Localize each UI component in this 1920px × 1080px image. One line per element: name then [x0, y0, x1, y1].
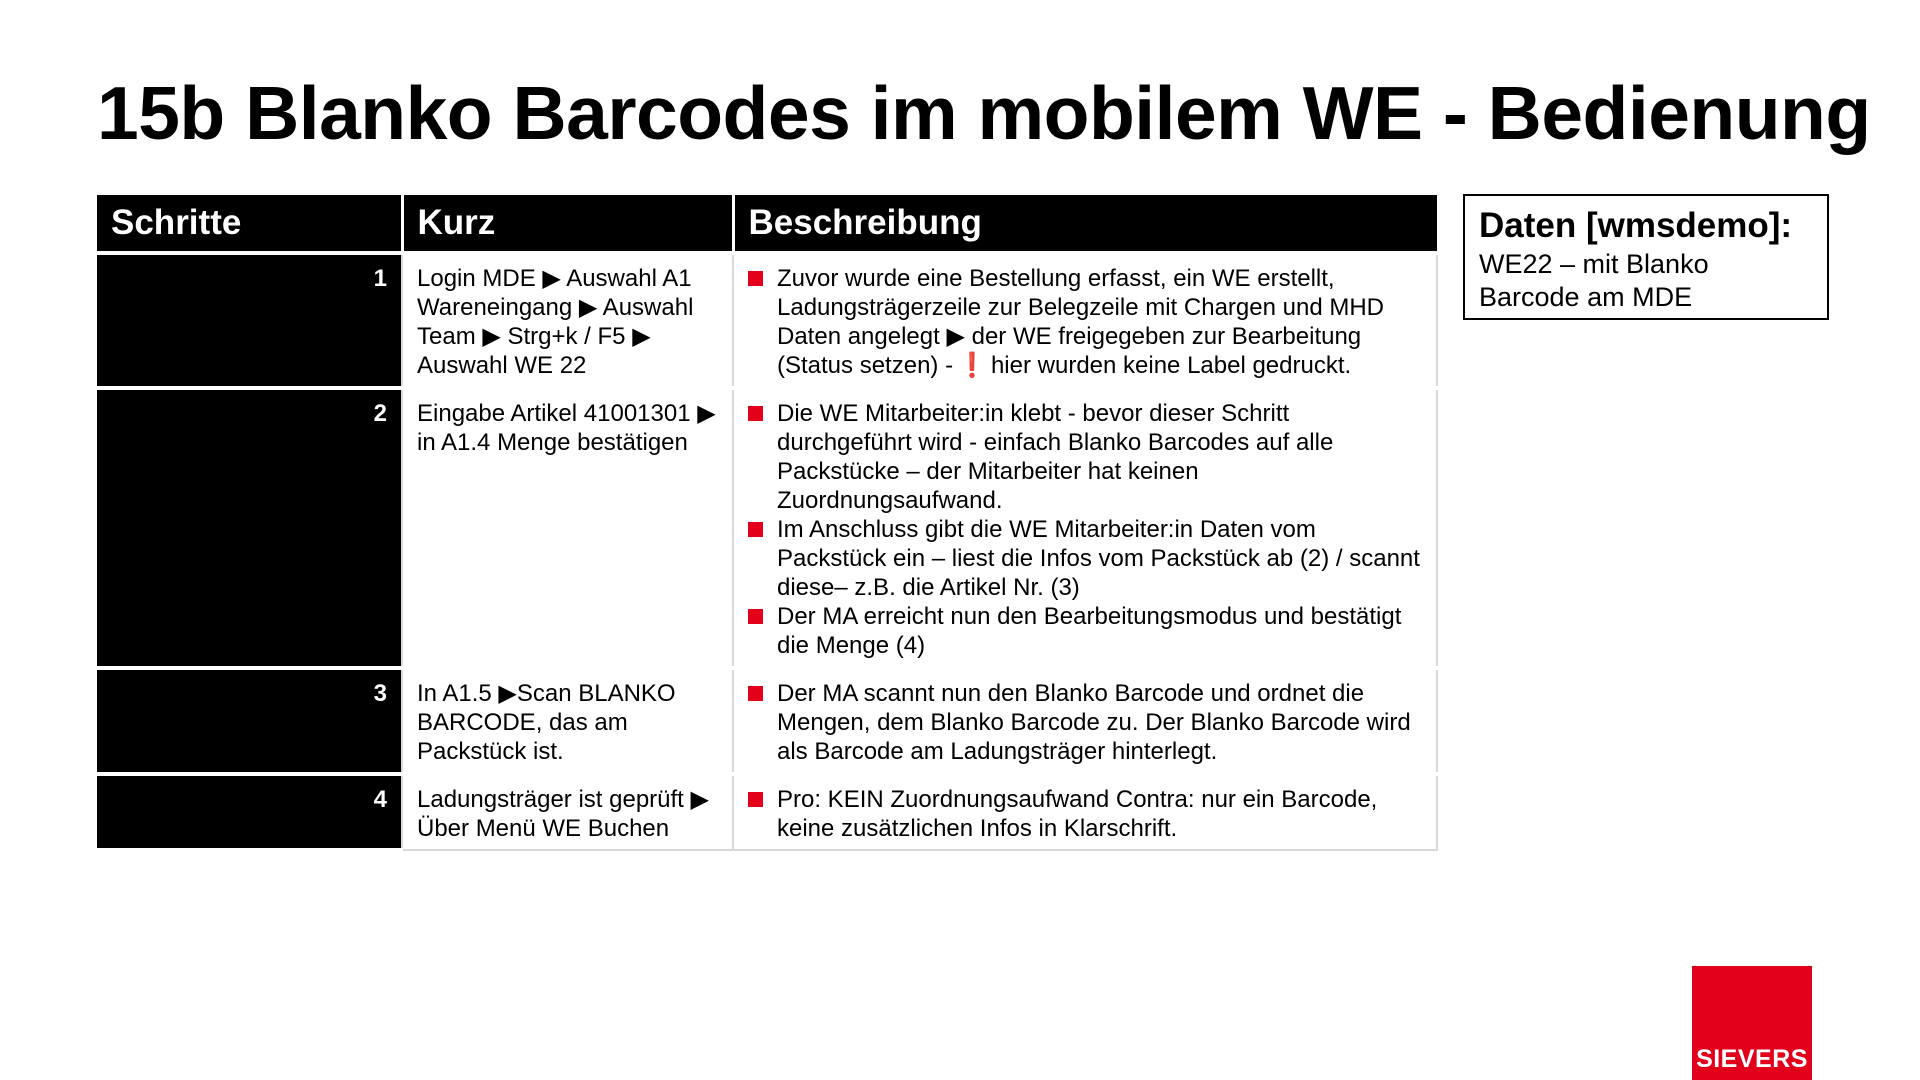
- bullet-item: [748, 515, 1422, 602]
- data-box-text: WE22 – mit Blanko Barcode am MDE: [1479, 249, 1709, 312]
- step-number: 3: [97, 668, 402, 774]
- step-description: [733, 253, 1437, 388]
- bullet-text: Der MA erreicht nun den Bearbeitungsmodus und bestätigt die Menge (4): [777, 603, 1402, 659]
- header-description: Beschreibung: [733, 195, 1437, 253]
- bullet-square-icon: [748, 686, 763, 701]
- step-short: Login MDE ▶ Auswahl A1 Wareneingang ▶ Auswahl Team ▶ Strg+k / F5 ▶ Auswahl WE 22: [402, 253, 733, 388]
- bullet-square-icon: [748, 792, 763, 807]
- bullet-text: Die WE Mitarbeiter:in klebt - bevor dieser Schritt durchgeführt wird - einfach Blanko Barcodes auf alle Packstücke – der Mitarbeiter hat keinen Zuordnungsaufwand.: [777, 400, 1334, 514]
- bullet-item: [748, 785, 1422, 843]
- bullet-square-icon: [748, 271, 763, 286]
- step-number: 1: [97, 253, 402, 388]
- step-short: In A1.5 ▶Scan BLANKO BARCODE, das am Packstück ist.: [402, 668, 733, 774]
- table-header-row: [97, 195, 1437, 253]
- bullet-text: Pro: KEIN Zuordnungsaufwand Contra: nur ein Barcode, keine zusätzlichen Infos in Klarschrift.: [777, 786, 1378, 842]
- sievers-logo: [1692, 966, 1812, 1080]
- exclamation-icon: ❗: [957, 352, 987, 379]
- table-row: [97, 668, 1437, 774]
- bullet-square-icon: [748, 522, 763, 537]
- data-info-box: [1463, 194, 1829, 320]
- bullet-item: [748, 399, 1422, 515]
- bullet-item: [748, 264, 1422, 380]
- bullet-square-icon: [748, 406, 763, 421]
- step-description: [733, 774, 1437, 850]
- header-steps: Schritte: [97, 195, 402, 253]
- table-row: [97, 253, 1437, 388]
- step-number: 2: [97, 388, 402, 668]
- step-number: 4: [97, 774, 402, 850]
- step-short: Ladungsträger ist geprüft ▶ Über Menü WE Buchen: [402, 774, 733, 850]
- data-box-title: Daten [wmsdemo]:: [1479, 206, 1793, 245]
- logo-text: SIEVERS: [1696, 1045, 1808, 1073]
- step-description: [733, 388, 1437, 668]
- steps-table: [97, 195, 1438, 852]
- step-description: [733, 668, 1437, 774]
- bullet-item: [748, 679, 1422, 766]
- step-short: Eingabe Artikel 41001301 ▶ in A1.4 Menge bestätigen: [402, 388, 733, 668]
- table-row: [97, 774, 1437, 850]
- bullet-item: [748, 602, 1422, 660]
- bullet-text: Der MA scannt nun den Blanko Barcode und ordnet die Mengen, dem Blanko Barcode zu. Der Blanko Barcode wird als Barcode am Ladungsträger hinterlegt.: [777, 680, 1411, 765]
- bullet-text: Im Anschluss gibt die WE Mitarbeiter:in Daten vom Packstück ein – liest die Infos vom Packstück ab (2) / scannt diese– z.B. die Artikel Nr. (3): [777, 516, 1420, 601]
- bullet-square-icon: [748, 609, 763, 624]
- table-row: [97, 388, 1437, 668]
- header-short: Kurz: [402, 195, 733, 253]
- bullet-text: Zuvor wurde eine Bestellung erfasst, ein WE erstellt, Ladungsträgerzeile zur Belegzeile mit Chargen und MHD Daten angelegt ▶ der WE freigegeben zur Bearbeitung (Status setzen) - ❗ hier wurden keine Label gedruckt.: [777, 265, 1384, 379]
- page-title: 15b Blanko Barcodes im mobilem WE - Bedienung: [97, 71, 1871, 155]
